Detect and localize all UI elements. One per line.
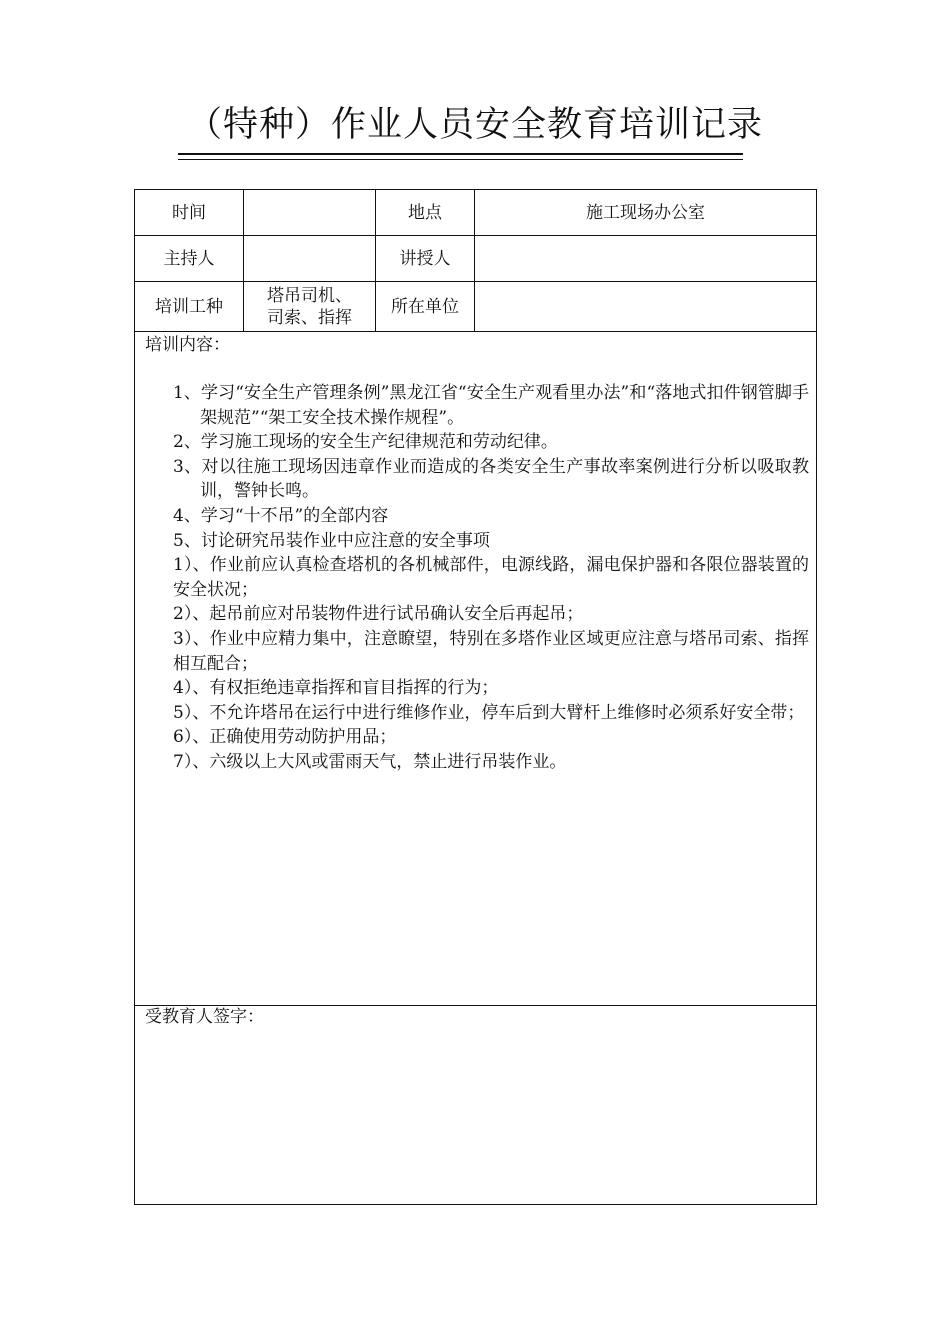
value-place[interactable]: 施工现场办公室 (586, 202, 705, 223)
label-place: 地点 (376, 190, 475, 235)
content-item: 2、学习施工现场的安全生产纪律规范和劳动纪律。 (173, 432, 558, 453)
title-underline-thin (178, 159, 743, 160)
training-content-section (135, 332, 816, 1006)
content-subitem: 3）、作业中应精力集中，注意瞭望，特别在多塔作业区域更应注意与塔吊司索、指挥相互配合； (173, 628, 809, 674)
label-time: 时间 (135, 190, 244, 235)
label-lecturer: 讲授人 (376, 236, 475, 281)
value-host[interactable] (244, 236, 376, 281)
value-lecturer[interactable] (475, 236, 816, 281)
content-item: 5、讨论研究吊装作业中应注意的安全事项 (173, 530, 490, 551)
value-unit[interactable] (475, 282, 816, 331)
content-item: 1、学习“安全生产管理条例”黑龙江省“安全生产观看里办法”和“落地式扣件钢管脚手架规范”“架工安全技术操作规程”。 (173, 383, 809, 428)
content-item: 4、学习“十不吊”的全部内容 (173, 505, 389, 526)
signature-section[interactable] (135, 1006, 816, 1204)
title-underline-thick (178, 153, 743, 155)
document-title: （特种）作业人员安全教育培训记录 (186, 105, 763, 145)
content-subitem: 5）、不允许塔吊在运行中进行维修作业，停车后到大臂杆上维修时必须系好安全带； (173, 702, 805, 723)
content-subitem: 6）、正确使用劳动防护用品； (173, 727, 397, 748)
content-subitem: 7）、六级以上大风或雷雨天气，禁止进行吊装作业。 (173, 751, 567, 772)
label-unit: 所在单位 (376, 282, 475, 331)
training-content-label: 培训内容： (145, 335, 230, 355)
form-row-time-place (135, 190, 816, 236)
content-subitem: 1）、作业前应认真检查塔机的各机械部件，电源线路，漏电保护器和各限位器装置的安全状况； (173, 555, 809, 600)
form-row-type-unit (135, 282, 816, 332)
value-time[interactable] (244, 190, 376, 235)
content-subitem: 4）、有权拒绝违章指挥和盲目指挥的行为； (173, 678, 499, 699)
form-row-host-lecturer (135, 236, 816, 282)
training-content-list (173, 381, 809, 775)
label-job-type: 培训工种 (135, 282, 244, 331)
value-job-type-cell[interactable] (244, 282, 376, 331)
label-host: 主持人 (135, 236, 244, 281)
signature-label: 受教育人签字： (145, 1007, 264, 1027)
value-job-type: 塔吊司机、司索、指挥 (267, 285, 352, 328)
content-subitem: 2）、起吊前应对吊装物件进行试吊确认安全后再起吊； (173, 604, 584, 625)
training-record-form (134, 189, 817, 1205)
content-item: 3、对以往施工现场因违章作业而造成的各类安全生产事故率案例进行分析以吸取教训，警钟长鸣。 (173, 456, 809, 502)
